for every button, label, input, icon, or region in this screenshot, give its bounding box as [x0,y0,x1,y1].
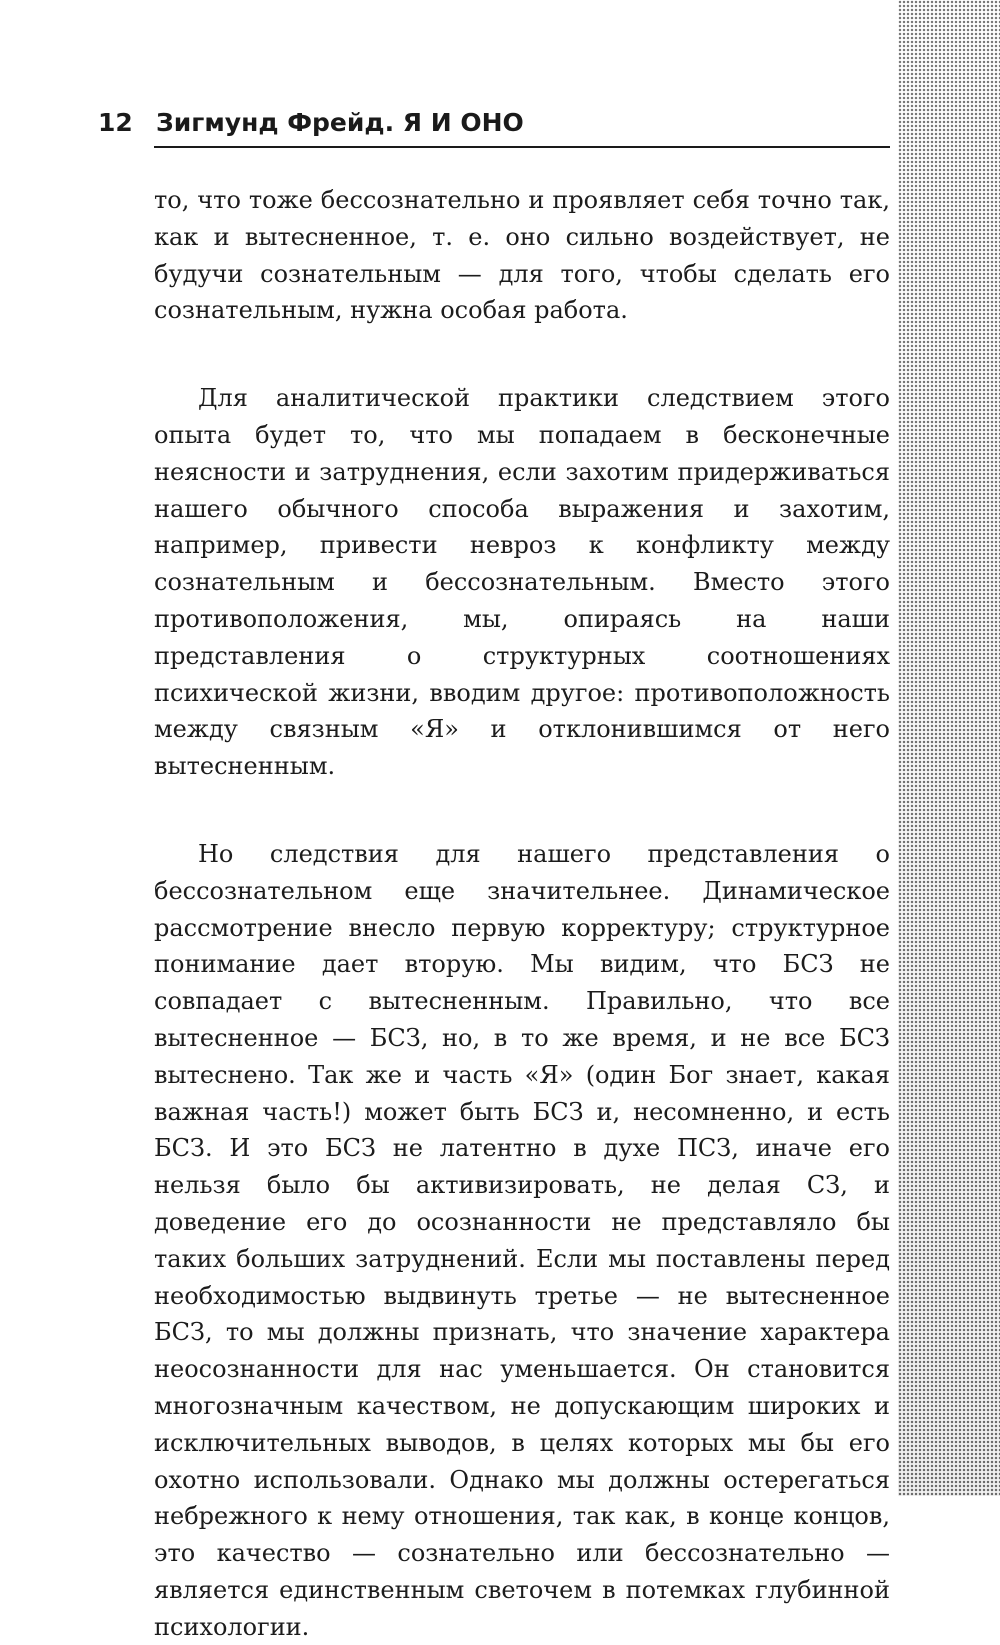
paragraph-2: Для аналитической практики следствием этого опыта будет то, что мы попадаем в бесконечные неясности и затруднения, если захотим придерживаться нашего обычного способа выражения и захотим, например, привести невроз к конфликту между сознательным и бессознательным. Вместо этого противоположения, мы, опираясь на наши представления о структурных соотношениях психической жизни, вводим другое: противоположность между связным «Я» и отклонившимся от него вытесненным. [154,384,890,781]
running-header [98,106,890,148]
running-title: Зигмунд Фрейд. Я И ОНО [156,108,524,137]
paragraph-3: Но следствия для нашего представления о бессознательном еще значительнее. Динамическое рассмотрение внесло первую корректуру; структурное понимание дает вторую. Мы видим, что БСЗ не совпадает с вытесненным. Правильно, что все вытесненное — БСЗ, но, в то же время, и не все БСЗ вытеснено. Так же и часть «Я» (один Бог знает, какая важная часть!) может быть БСЗ и, несомненно, и есть БСЗ. И это БСЗ не латентно в духе ПСЗ, иначе его нельзя было бы активизировать, не делая СЗ, и доведение его до осознанности не представляло бы таких больших затруднений. Если мы поставлены перед необходимостью выдвинуть третье — не вытесненное БСЗ, то мы должны признать, что значение характера неосознанности для нас уменьшается. Он становится многозначным качеством, не допускающим широких и исключительных выводов, в целях которых мы бы его охотно использовали. Однако мы должны остерегаться небрежного к нему отношения, так как, в конце концов, это качество — сознательно или бессознательно — является единственным светочем в потемках глубинной психологии. [154,839,890,1641]
halftone-edge-strip [898,0,1000,1496]
body-text [154,182,890,1645]
page-number: 12 [98,108,133,137]
header-rule [154,146,890,148]
paragraph-1: то, что тоже бессознательно и проявляет себя точно так, как и вытесненное, т. е. оно сильно воздействует, не будучи сознательным — для того, чтобы сделать его сознательным, нужна особая работа. [154,186,890,325]
